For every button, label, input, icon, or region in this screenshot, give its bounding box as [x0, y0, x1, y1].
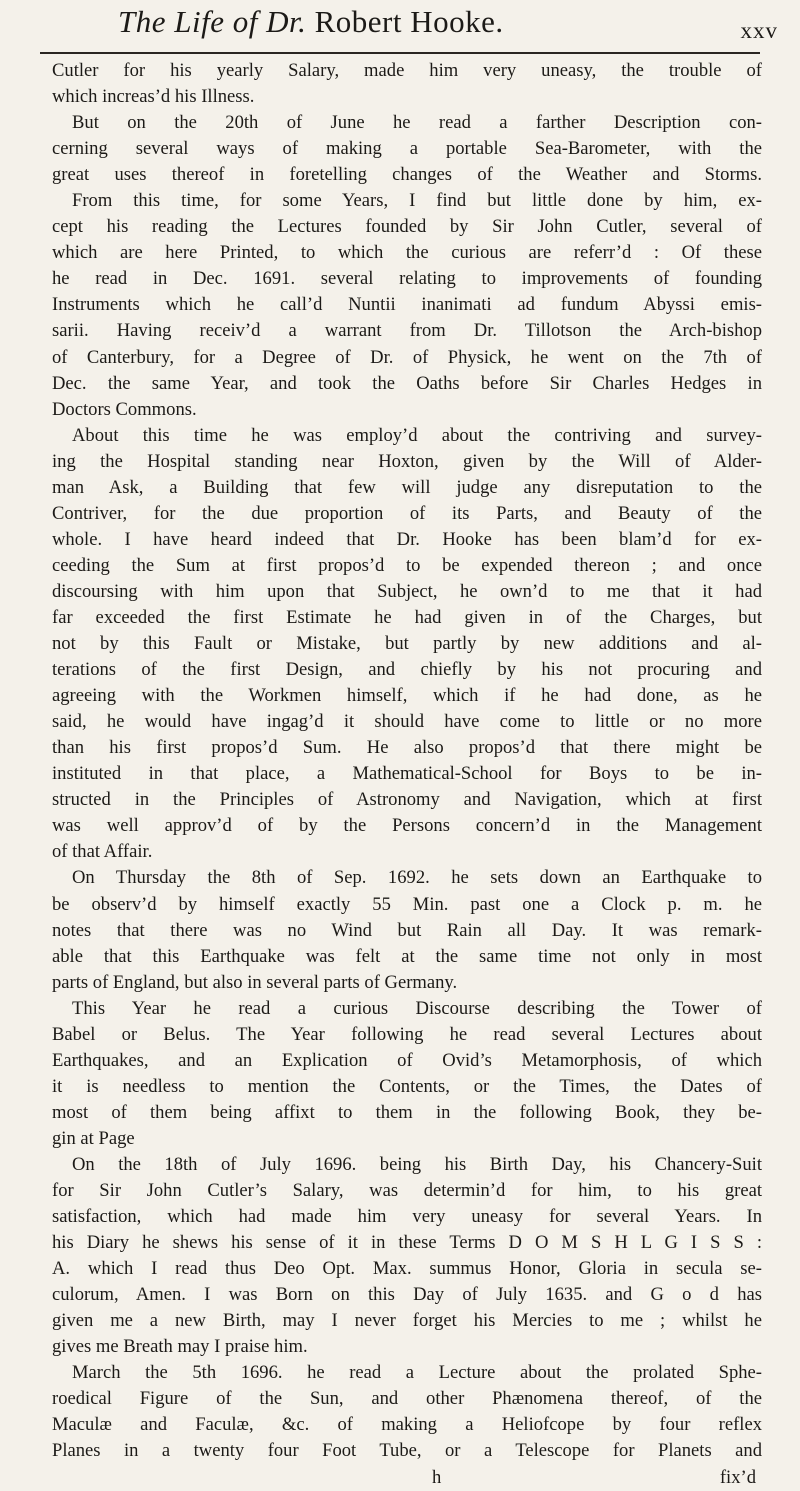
text-line: On Thursday the 8th of Sep. 1692. he sets down an Earthquake to [72, 867, 762, 889]
text-line: Cutler for his yearly Salary, made him very uneasy, the trouble of [52, 60, 762, 81]
text-line: On the 18th of July 1696. being his Birth Day, his Chancery-Suit [72, 1153, 762, 1175]
text-line: March the 5th 1696. he read a Lecture about the prolated Sphe- [72, 1362, 762, 1384]
text-line: of that Affair. [52, 841, 153, 863]
text-line: his Diary he shews his sense of it in these Terms D O M S H L G I S S : [52, 1232, 762, 1254]
text-line: able that this Earthquake was felt at the same time not only in most [52, 945, 762, 967]
text-line: sarii. Having receiv’d a warrant from Dr. Tillotson the Arch-bishop [52, 320, 762, 342]
text-line: Maculæ and Faculæ, &c. of making a Heliofcope by four reflex [52, 1414, 762, 1436]
text-line: most of them being affixt to them in the following Book, they be- [52, 1101, 762, 1123]
text-line: discoursing with him upon that Subject, he own’d to me that it had [52, 580, 762, 602]
text-line: was well approv’d of by the Persons concern’d in the Management [52, 815, 762, 837]
text-line: which are here Printed, to which the curious are referr’d : Of these [52, 242, 762, 264]
text-line: cept his reading the Lectures founded by Sir John Cutler, several of [52, 216, 762, 238]
text-line: far exceeded the first Estimate he had given in of the Charges, but [52, 606, 762, 628]
text-line: culorum, Amen. I was Born on this Day of July 1635. and G o d has [52, 1284, 762, 1306]
text-line: Contriver, for the due proportion of its Parts, and Beauty of the [52, 502, 762, 524]
text-line: parts of England, but also in several parts of Germany. [52, 971, 458, 993]
text-line: cerning several ways of making a portable Sea-Barometer, with the [52, 138, 762, 160]
text-line: instituted in that place, a Mathematical-School for Boys to be in- [52, 763, 762, 785]
running-title [118, 4, 504, 40]
text-line: Doctors Commons. [52, 398, 197, 420]
running-title-name: Robert Hooke. [314, 4, 504, 39]
signature-mark: h [432, 1466, 442, 1488]
text-line: whole. I have heard indeed that Dr. Hooke has been blam’d for ex- [52, 528, 762, 550]
text-line: structed in the Principles of Astronomy and Navigation, which at first [52, 789, 762, 811]
header-rule [40, 52, 760, 54]
text-line: From this time, for some Years, I find but little done by him, ex- [72, 190, 762, 212]
text-line: man Ask, a Building that few will judge any disreputation to the [52, 476, 762, 498]
text-line: Instruments which he call’d Nuntii inanimati ad fundum Abyssi emis- [52, 294, 762, 316]
text-line: gives me Breath may I praise him. [52, 1336, 308, 1358]
text-line: Babel or Belus. The Year following he read several Lectures about [52, 1023, 762, 1045]
text-line: satisfaction, which had made him very uneasy for several Years. In [52, 1206, 762, 1228]
text-line: roedical Figure of the Sun, and other Phænomena thereof, of the [52, 1388, 762, 1410]
catchword: fix’d [719, 1466, 756, 1488]
text-line: given me a new Birth, may I never forget his Mercies to me ; whilst he [52, 1310, 762, 1332]
page-footer [52, 1465, 762, 1491]
text-line: terations of the first Design, and chiefly by his not procuring and [52, 659, 762, 681]
text-line: This Year he read a curious Discourse describing the Tower of [72, 997, 762, 1019]
text-line: of Canterbury, for a Degree of Dr. of Physick, he went on the 7th of [52, 346, 762, 368]
text-line: ceeding the Sum at first propos’d to be expended thereon ; and once [52, 554, 762, 576]
text-line: gin at Page [52, 1127, 135, 1149]
text-line: But on the 20th of June he read a farther Description con- [72, 112, 762, 134]
text-line: Dec. the same Year, and took the Oaths before Sir Charles Hedges in [52, 372, 762, 394]
body-text [52, 58, 762, 1491]
text-line: for Sir John Cutler’s Salary, was determin’d for him, to his great [52, 1180, 762, 1202]
page-number: xxv [740, 18, 778, 43]
text-line: great uses thereof in foretelling changes of the Weather and Storms. [52, 164, 762, 186]
text-line: Earthquakes, and an Explication of Ovid’s Metamorphosis, of which [52, 1049, 762, 1071]
text-line: said, he would have ingag’d it should have come to little or no more [52, 711, 762, 733]
text-line: it is needless to mention the Contents, or the Times, the Dates of [52, 1075, 762, 1097]
running-title-prefix: The Life of Dr. [118, 4, 307, 39]
text-line: he read in Dec. 1691. several relating to improvements of founding [52, 268, 762, 290]
text-line: notes that there was no Wind but Rain all Day. It was remark- [52, 919, 762, 941]
text-line: Planes in a twenty four Foot Tube, or a Telescope for Planets and [52, 1440, 762, 1462]
text-line: agreeing with the Workmen himself, which if he had done, as he [52, 685, 762, 707]
text-line: About this time he was employ’d about the contriving and survey- [72, 424, 762, 446]
text-line: than his first propos’d Sum. He also propos’d that there might be [52, 737, 762, 759]
text-line: not by this Fault or Mistake, but partly by new additions and al- [52, 633, 762, 655]
text-line: A. which I read thus Deo Opt. Max. summus Honor, Gloria in secula se- [52, 1258, 762, 1280]
text-line: which increas’d his Illness. [52, 86, 255, 108]
text-line: ing the Hospital standing near Hoxton, given by the Will of Alder- [52, 450, 762, 472]
text-line: be observ’d by himself exactly 55 Min. past one a Clock p. m. he [52, 893, 762, 915]
